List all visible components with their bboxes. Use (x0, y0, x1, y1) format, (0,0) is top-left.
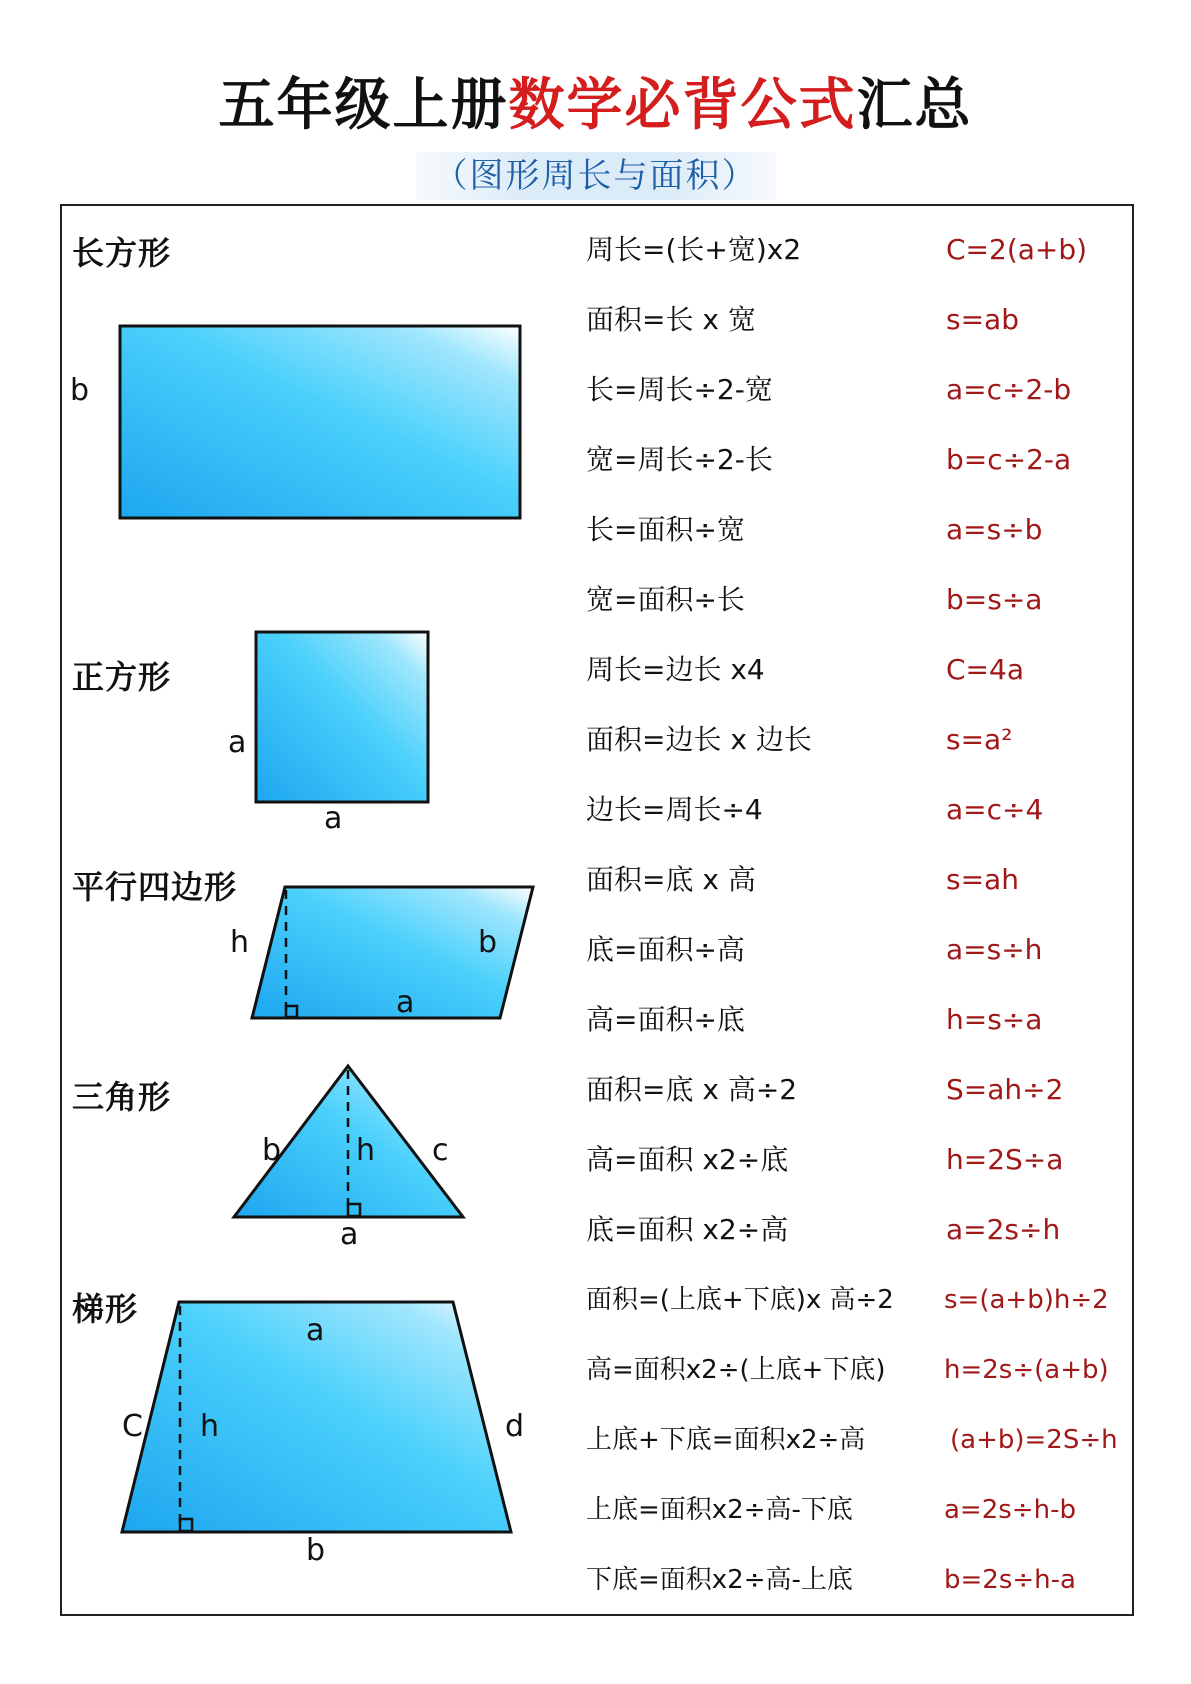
formula-text: 底=面积÷高 (586, 933, 745, 966)
trapezoid-diagram (122, 1302, 524, 1568)
title-part-1: 五年级上册 (218, 73, 509, 138)
formula-symbol: a=s÷b (946, 513, 1043, 546)
triangle-right-label: c (432, 1133, 449, 1168)
formula-text: 边长=周长÷4 (586, 793, 763, 826)
trapezoid-right-label: d (505, 1409, 525, 1444)
shape-name-square: 正方形 (72, 658, 172, 696)
shape-name-parallelogram: 平行四边形 (72, 868, 238, 906)
formula-text: 面积=(上底+下底)x 高÷2 (586, 1285, 894, 1315)
formula-text: 底=面积 x2÷高 (586, 1213, 789, 1246)
title-part-3: 汇总 (856, 73, 973, 138)
formula-text: 高=面积x2÷(上底+下底) (586, 1355, 886, 1385)
formula-text: 上底+下底=面积x2÷高 (586, 1425, 866, 1455)
square-side-label: a (228, 725, 247, 760)
formula-text: 上底=面积x2÷高-下底 (586, 1495, 853, 1525)
formula-text: 周长=边长 x4 (586, 653, 765, 686)
formula-text: 宽=周长÷2-长 (586, 443, 773, 476)
formula-symbol: h=2s÷(a+b) (944, 1355, 1109, 1385)
shape-name-trapezoid: 梯形 (72, 1290, 139, 1328)
rectangle-side-label: b (70, 373, 90, 408)
formula-text: 面积=底 x 高 (586, 863, 756, 896)
formula-symbol: a=2s÷h (946, 1213, 1061, 1246)
triangle-diagram (234, 1066, 463, 1252)
formula-text: 面积=边长 x 边长 (586, 723, 812, 756)
formula-symbol: a=2s÷h-b (944, 1495, 1076, 1525)
formula-symbol: C=4a (946, 653, 1024, 686)
square-bottom-label: a (324, 801, 343, 836)
formula-text: 面积=底 x 高÷2 (586, 1073, 798, 1106)
formula-symbol: s=ah (946, 863, 1019, 896)
formula-symbol: h=s÷a (946, 1003, 1043, 1036)
formula-symbol: a=c÷2-b (946, 373, 1072, 406)
parallelogram-diagram (230, 887, 533, 1020)
formula-text: 宽=面积÷长 (586, 583, 745, 616)
formula-text: 周长=(长+宽)x2 (586, 233, 802, 266)
formula-text: 长=面积÷宽 (586, 513, 745, 546)
trapezoid-bottom-label: b (306, 1533, 326, 1568)
title-part-2-highlight: 数学必背公式 (508, 73, 857, 138)
trapezoid-top-label: a (306, 1313, 325, 1348)
formula-text: 高=面积÷底 (586, 1003, 745, 1036)
formula-symbol: b=2s÷h-a (944, 1565, 1076, 1595)
triangle-left-label: b (262, 1133, 282, 1168)
formula-text: 高=面积 x2÷底 (586, 1143, 789, 1176)
trapezoid-left-label: C (122, 1409, 143, 1444)
parallelogram-base-label: a (396, 985, 415, 1020)
parallelogram-height-label: h (230, 925, 250, 960)
formula-symbol: s=ab (946, 303, 1019, 336)
formula-text: 下底=面积x2÷高-上底 (586, 1565, 853, 1595)
formula-symbol: b=s÷a (946, 583, 1043, 616)
square-diagram (228, 632, 428, 836)
formula-symbol: a=s÷h (946, 933, 1043, 966)
formula-symbol: (a+b)=2S÷h (950, 1425, 1118, 1455)
formula-text: 面积=长 x 宽 (586, 303, 756, 336)
formula-symbol: a=c÷4 (946, 793, 1044, 826)
shape-name-rectangle: 长方形 (72, 234, 172, 272)
subtitle: （图形周长与面积） (416, 152, 776, 200)
formula-symbol: C=2(a+b) (946, 233, 1088, 266)
formula-symbol: s=a² (946, 723, 1013, 756)
trapezoid-height-label: h (200, 1409, 220, 1444)
shape-name-triangle: 三角形 (72, 1078, 172, 1116)
triangle-base-label: a (340, 1217, 359, 1252)
formula-symbol: S=ah÷2 (946, 1073, 1064, 1106)
triangle-height-label: h (356, 1133, 376, 1168)
formula-text: 长=周长÷2-宽 (586, 373, 773, 406)
parallelogram-side-label: b (478, 925, 498, 960)
formula-symbol: h=2S÷a (946, 1143, 1064, 1176)
formula-symbol: s=(a+b)h÷2 (944, 1285, 1109, 1315)
formula-symbol: b=c÷2-a (946, 443, 1072, 476)
rectangle-diagram (70, 326, 520, 518)
